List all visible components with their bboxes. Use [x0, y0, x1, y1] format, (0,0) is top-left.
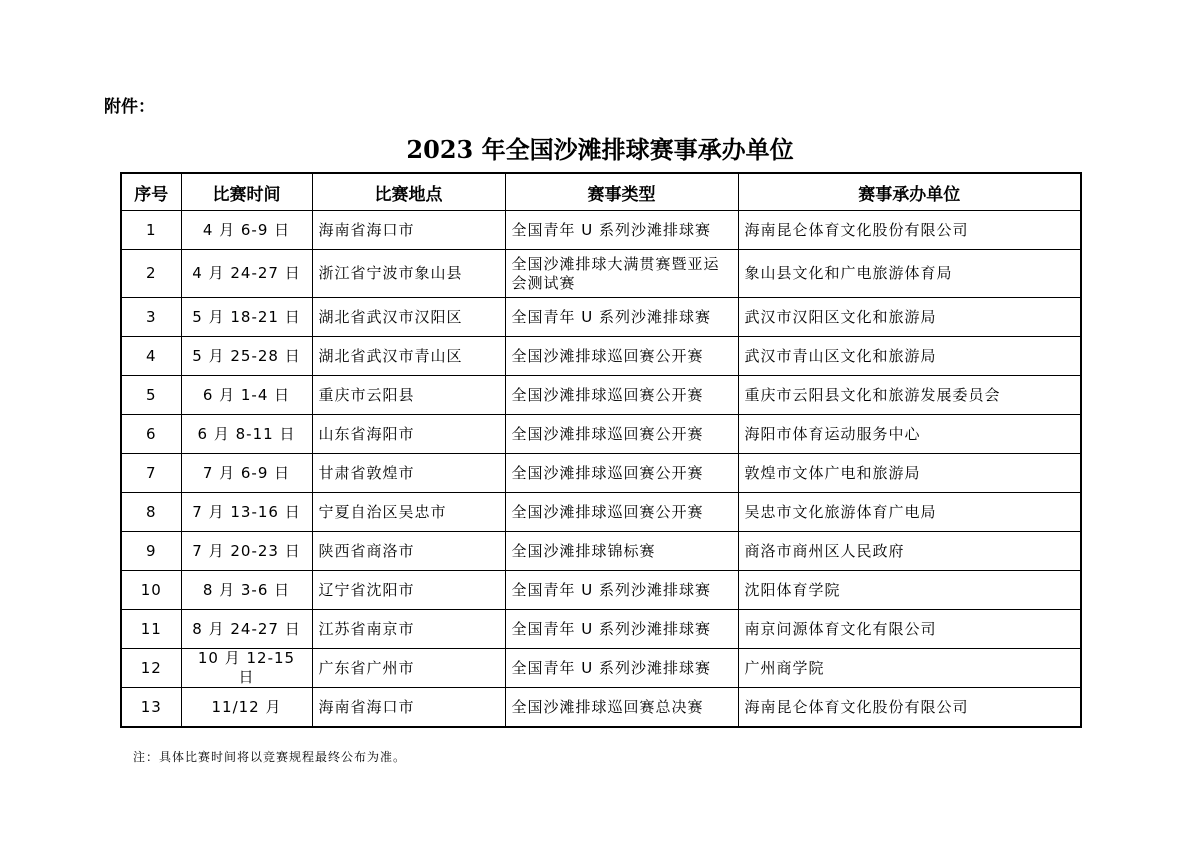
- header-location: 比赛地点: [312, 173, 505, 211]
- cell-organizer: 武汉市青山区文化和旅游局: [738, 337, 1081, 376]
- cell-date: 4 月 24-27 日: [181, 250, 312, 298]
- cell-location: 海南省海口市: [312, 688, 505, 728]
- table-row: [121, 532, 1081, 571]
- table-row: [121, 415, 1081, 454]
- cell-no: 1: [121, 211, 181, 250]
- cell-organizer: 广州商学院: [738, 649, 1081, 688]
- table-row: [121, 688, 1081, 728]
- cell-date: 8 月 24-27 日: [181, 610, 312, 649]
- cell-organizer: 海南昆仑体育文化股份有限公司: [738, 688, 1081, 728]
- cell-type: 全国青年 U 系列沙滩排球赛: [505, 298, 738, 337]
- cell-organizer: 海南昆仑体育文化股份有限公司: [738, 211, 1081, 250]
- cell-type: 全国沙滩排球巡回赛总决赛: [505, 688, 738, 728]
- cell-type: 全国沙滩排球巡回赛公开赛: [505, 337, 738, 376]
- cell-location: 陕西省商洛市: [312, 532, 505, 571]
- cell-type: 全国沙滩排球巡回赛公开赛: [505, 376, 738, 415]
- table-row: [121, 337, 1081, 376]
- cell-location: 海南省海口市: [312, 211, 505, 250]
- cell-location: 江苏省南京市: [312, 610, 505, 649]
- cell-date: 6 月 1-4 日: [181, 376, 312, 415]
- cell-date: 5 月 25-28 日: [181, 337, 312, 376]
- cell-organizer: 南京问源体育文化有限公司: [738, 610, 1081, 649]
- cell-type: 全国青年 U 系列沙滩排球赛: [505, 211, 738, 250]
- cell-type: 全国青年 U 系列沙滩排球赛: [505, 571, 738, 610]
- cell-organizer: 海阳市体育运动服务中心: [738, 415, 1081, 454]
- header-type: 赛事类型: [505, 173, 738, 211]
- cell-location: 甘肃省敦煌市: [312, 454, 505, 493]
- cell-date: 4 月 6-9 日: [181, 211, 312, 250]
- cell-no: 13: [121, 688, 181, 728]
- cell-type: 全国沙滩排球锦标赛: [505, 532, 738, 571]
- cell-no: 9: [121, 532, 181, 571]
- cell-type: 全国沙滩排球巡回赛公开赛: [505, 415, 738, 454]
- table-row: [121, 454, 1081, 493]
- table-header-row: [121, 173, 1081, 211]
- cell-organizer: 重庆市云阳县文化和旅游发展委员会: [738, 376, 1081, 415]
- cell-organizer: 象山县文化和广电旅游体育局: [738, 250, 1081, 298]
- cell-no: 8: [121, 493, 181, 532]
- cell-no: 7: [121, 454, 181, 493]
- cell-date: 8 月 3-6 日: [181, 571, 312, 610]
- cell-organizer: 武汉市汉阳区文化和旅游局: [738, 298, 1081, 337]
- cell-date: 7 月 6-9 日: [181, 454, 312, 493]
- events-table: [120, 172, 1082, 728]
- cell-type: 全国沙滩排球巡回赛公开赛: [505, 493, 738, 532]
- cell-no: 10: [121, 571, 181, 610]
- cell-no: 4: [121, 337, 181, 376]
- cell-no: 2: [121, 250, 181, 298]
- document-title: 2023 年全国沙滩排球赛事承办单位: [406, 135, 794, 164]
- table-row: [121, 298, 1081, 337]
- cell-date: 11/12 月: [181, 688, 312, 728]
- cell-location: 山东省海阳市: [312, 415, 505, 454]
- cell-location: 重庆市云阳县: [312, 376, 505, 415]
- cell-organizer: 沈阳体育学院: [738, 571, 1081, 610]
- cell-organizer: 吴忠市文化旅游体育广电局: [738, 493, 1081, 532]
- attachment-label: 附件：: [104, 97, 155, 117]
- table-row: [121, 649, 1081, 688]
- cell-location: 辽宁省沈阳市: [312, 571, 505, 610]
- cell-location: 浙江省宁波市象山县: [312, 250, 505, 298]
- cell-no: 6: [121, 415, 181, 454]
- cell-no: 12: [121, 649, 181, 688]
- cell-no: 11: [121, 610, 181, 649]
- cell-organizer: 敦煌市文体广电和旅游局: [738, 454, 1081, 493]
- cell-date: 7 月 20-23 日: [181, 532, 312, 571]
- table-row: [121, 250, 1081, 298]
- cell-type: 全国青年 U 系列沙滩排球赛: [505, 610, 738, 649]
- cell-date: 5 月 18-21 日: [181, 298, 312, 337]
- table-row: [121, 610, 1081, 649]
- header-organizer: 赛事承办单位: [738, 173, 1081, 211]
- header-no: 序号: [121, 173, 181, 211]
- cell-type: 全国沙滩排球巡回赛公开赛: [505, 454, 738, 493]
- footnote: 注：具体比赛时间将以竞赛规程最终公布为准。: [133, 750, 407, 764]
- cell-date: 10 月 12-15 日: [181, 649, 312, 688]
- cell-type: 全国青年 U 系列沙滩排球赛: [505, 649, 738, 688]
- cell-type: 全国沙滩排球大满贯赛暨亚运会测试赛: [505, 250, 738, 298]
- cell-date: 7 月 13-16 日: [181, 493, 312, 532]
- cell-organizer: 商洛市商州区人民政府: [738, 532, 1081, 571]
- table-row: [121, 211, 1081, 250]
- cell-location: 湖北省武汉市青山区: [312, 337, 505, 376]
- cell-location: 广东省广州市: [312, 649, 505, 688]
- table-row: [121, 493, 1081, 532]
- cell-no: 3: [121, 298, 181, 337]
- header-date: 比赛时间: [181, 173, 312, 211]
- cell-location: 湖北省武汉市汉阳区: [312, 298, 505, 337]
- cell-date: 6 月 8-11 日: [181, 415, 312, 454]
- cell-location: 宁夏自治区吴忠市: [312, 493, 505, 532]
- table-row: [121, 376, 1081, 415]
- cell-no: 5: [121, 376, 181, 415]
- table-row: [121, 571, 1081, 610]
